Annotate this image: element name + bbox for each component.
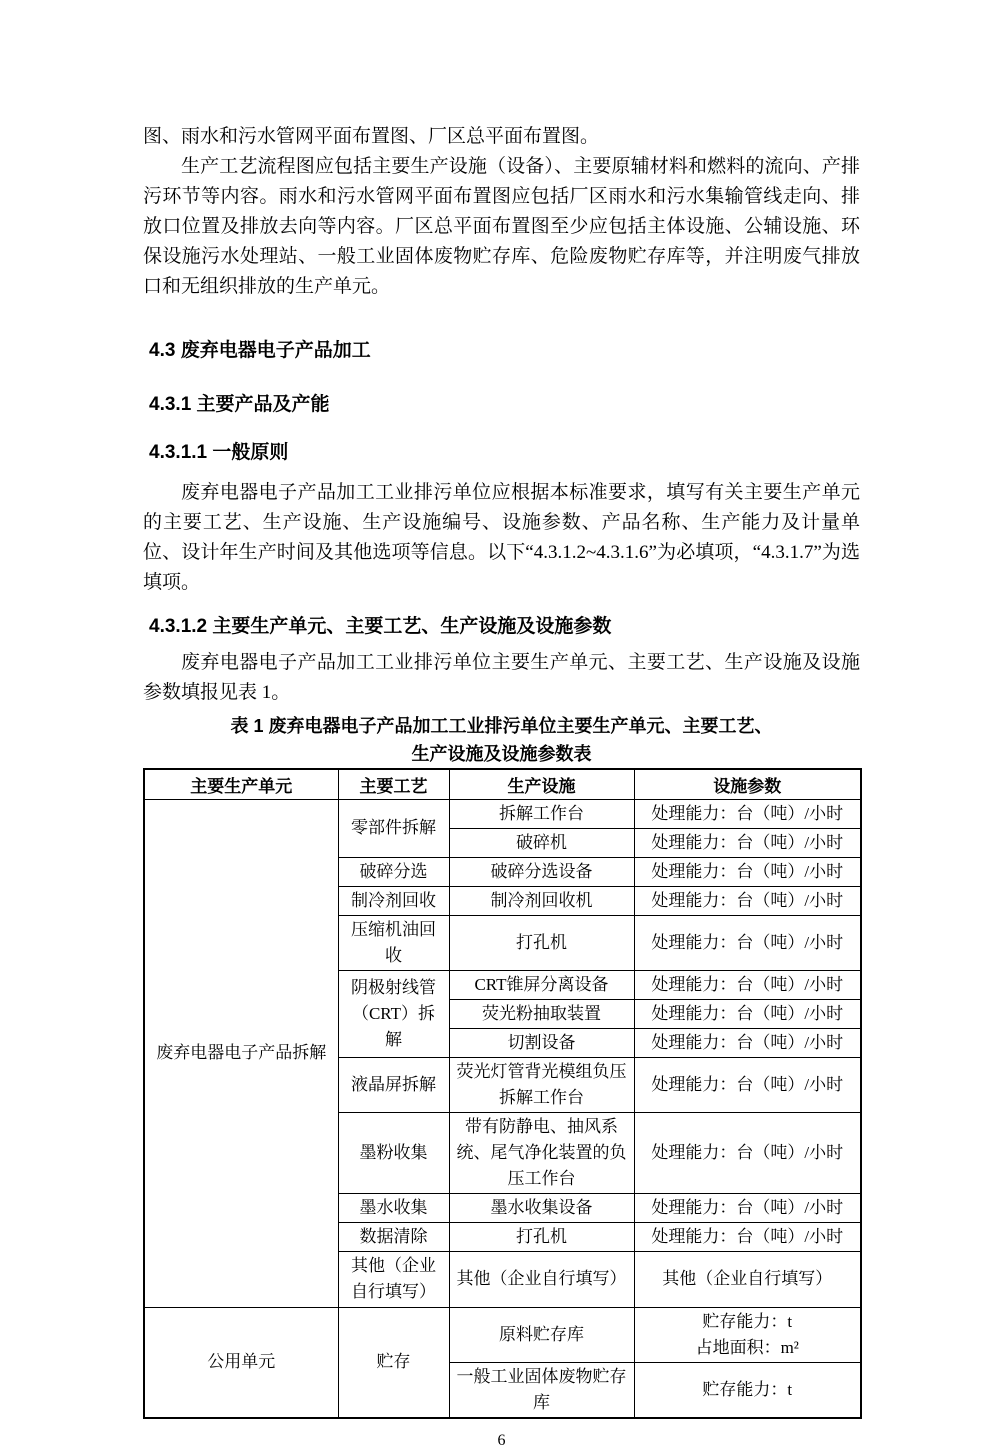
cell-facility-lcd-workbench: 荧光灯管背光模组负压拆解工作台	[449, 1057, 634, 1112]
cell-facility-punching-2: 打孔机	[449, 1222, 634, 1251]
cell-param-capacity: 处理能力：台（吨）/小时	[634, 999, 861, 1028]
cell-param-capacity: 处理能力：台（吨）/小时	[634, 1028, 861, 1057]
paragraph-general-principles: 废弃电器电子产品加工工业排污单位应根据本标准要求，填写有关主要生产单元的主要工艺、生产设施、生产设施编号、设施参数、产品名称、生产能力及计量单位、设计年生产时间及其他选项等信息。以下“4.3.1.2~4.3.1.6”为必填项，“4.3.1.7”为选填项。	[143, 482, 860, 593]
table-1-title-line1: 表 1 废弃电器电子产品加工工业排污单位主要生产单元、主要工艺、	[230, 716, 773, 736]
cell-param-capacity: 处理能力：台（吨）/小时	[634, 1222, 861, 1251]
cell-process-crt: 阴极射线管（CRT）拆解	[338, 970, 449, 1057]
cell-facility-crusher: 破碎机	[449, 828, 634, 857]
cell-facility-refrigerant: 制冷剂回收机	[449, 886, 634, 915]
param-floor-area: 占地面积：m²	[695, 1337, 799, 1357]
paragraph-table-reference: 废弃电器电子产品加工工业排污单位主要生产单元、主要工艺、生产设施及设施参数填报见表 1。	[143, 652, 860, 703]
table-1-title	[143, 712, 860, 768]
cell-param-capacity: 处理能力：台（吨）/小时	[634, 828, 861, 857]
cell-unit-public: 公用单元	[144, 1307, 338, 1418]
cell-process-other: 其他（企业自行填写）	[338, 1251, 449, 1307]
heading-4-3-1-2: 4.3.1.2 主要生产单元、主要工艺、生产设施及设施参数	[149, 616, 612, 637]
cell-unit-dismantle: 废弃电器电子产品拆解	[144, 799, 338, 1307]
paragraph-intro: 生产工艺流程图应包括主要生产设施（设备）、主要原辅材料和燃料的流向、产排污环节等内容。雨水和污水管网平面布置图应包括厂区雨水和污水集输管线走向、排放口位置及排放去向等内容。厂区总平面布置图至少应包括主体设施、公辅设施、环保设施污水处理站、一般工业固体废物贮存库、危险废物贮存库等，并注明废气排放口和无组织排放的生产单元。	[143, 156, 860, 297]
cell-facility-workbench: 拆解工作台	[449, 799, 634, 828]
cell-facility-crush-sort: 破碎分选设备	[449, 857, 634, 886]
header-production-facility: 生产设施	[449, 769, 634, 799]
header-production-unit: 主要生产单元	[144, 769, 338, 799]
cell-facility-punching: 打孔机	[449, 915, 634, 970]
header-facility-parameter: 设施参数	[634, 769, 861, 799]
cell-param-capacity: 处理能力：台（吨）/小时	[634, 915, 861, 970]
table-1-title-line2: 生产设施及设施参数表	[411, 744, 592, 764]
heading-4-3-1: 4.3.1 主要产品及产能	[149, 394, 330, 415]
cell-process-storage: 贮存	[338, 1307, 449, 1418]
cell-process-toner: 墨粉收集	[338, 1112, 449, 1193]
table-header-row	[144, 769, 861, 799]
table-row	[144, 799, 861, 828]
cell-process-data-wipe: 数据清除	[338, 1222, 449, 1251]
cell-param-capacity: 处理能力：台（吨）/小时	[634, 799, 861, 828]
cell-facility-other: 其他（企业自行填写）	[449, 1251, 634, 1307]
paragraph-continuation: 图、雨水和污水管网平面布置图、厂区总平面布置图。	[143, 126, 600, 147]
cell-facility-cutting: 切割设备	[449, 1028, 634, 1057]
production-units-table	[143, 768, 862, 1419]
cell-param-capacity: 处理能力：台（吨）/小时	[634, 970, 861, 999]
cell-param-capacity: 处理能力：台（吨）/小时	[634, 1193, 861, 1222]
cell-process-crush-sort: 破碎分选	[338, 857, 449, 886]
cell-param-capacity: 处理能力：台（吨）/小时	[634, 886, 861, 915]
cell-facility-solid-waste-storage: 一般工业固体废物贮存库	[449, 1362, 634, 1418]
cell-facility-ink-collection: 墨水收集设备	[449, 1193, 634, 1222]
cell-param-other: 其他（企业自行填写）	[634, 1251, 861, 1307]
cell-param-capacity: 处理能力：台（吨）/小时	[634, 1112, 861, 1193]
cell-facility-raw-storage: 原料贮存库	[449, 1307, 634, 1362]
table-row	[144, 1307, 861, 1362]
cell-process-compressor-oil: 压缩机油回收	[338, 915, 449, 970]
cell-facility-phosphor: 荧光粉抽取装置	[449, 999, 634, 1028]
param-storage-capacity: 贮存能力：t	[702, 1311, 793, 1331]
cell-param-raw-storage	[634, 1307, 861, 1362]
page-number: 6	[497, 1431, 506, 1449]
cell-facility-crt-separation: CRT锥屏分离设备	[449, 970, 634, 999]
heading-4-3-1-1: 4.3.1.1 一般原则	[149, 442, 289, 463]
header-main-process: 主要工艺	[338, 769, 449, 799]
cell-process-ink: 墨水收集	[338, 1193, 449, 1222]
cell-process-lcd: 液晶屏拆解	[338, 1057, 449, 1112]
cell-param-solid-waste-storage: 贮存能力：t	[634, 1362, 861, 1418]
cell-param-capacity: 处理能力：台（吨）/小时	[634, 857, 861, 886]
cell-facility-toner-workbench: 带有防静电、抽风系统、尾气净化装置的负压工作台	[449, 1112, 634, 1193]
cell-process-parts: 零部件拆解	[338, 799, 449, 857]
cell-process-refrigerant: 制冷剂回收	[338, 886, 449, 915]
cell-param-capacity: 处理能力：台（吨）/小时	[634, 1057, 861, 1112]
heading-4-3: 4.3 废弃电器电子产品加工	[149, 340, 371, 361]
